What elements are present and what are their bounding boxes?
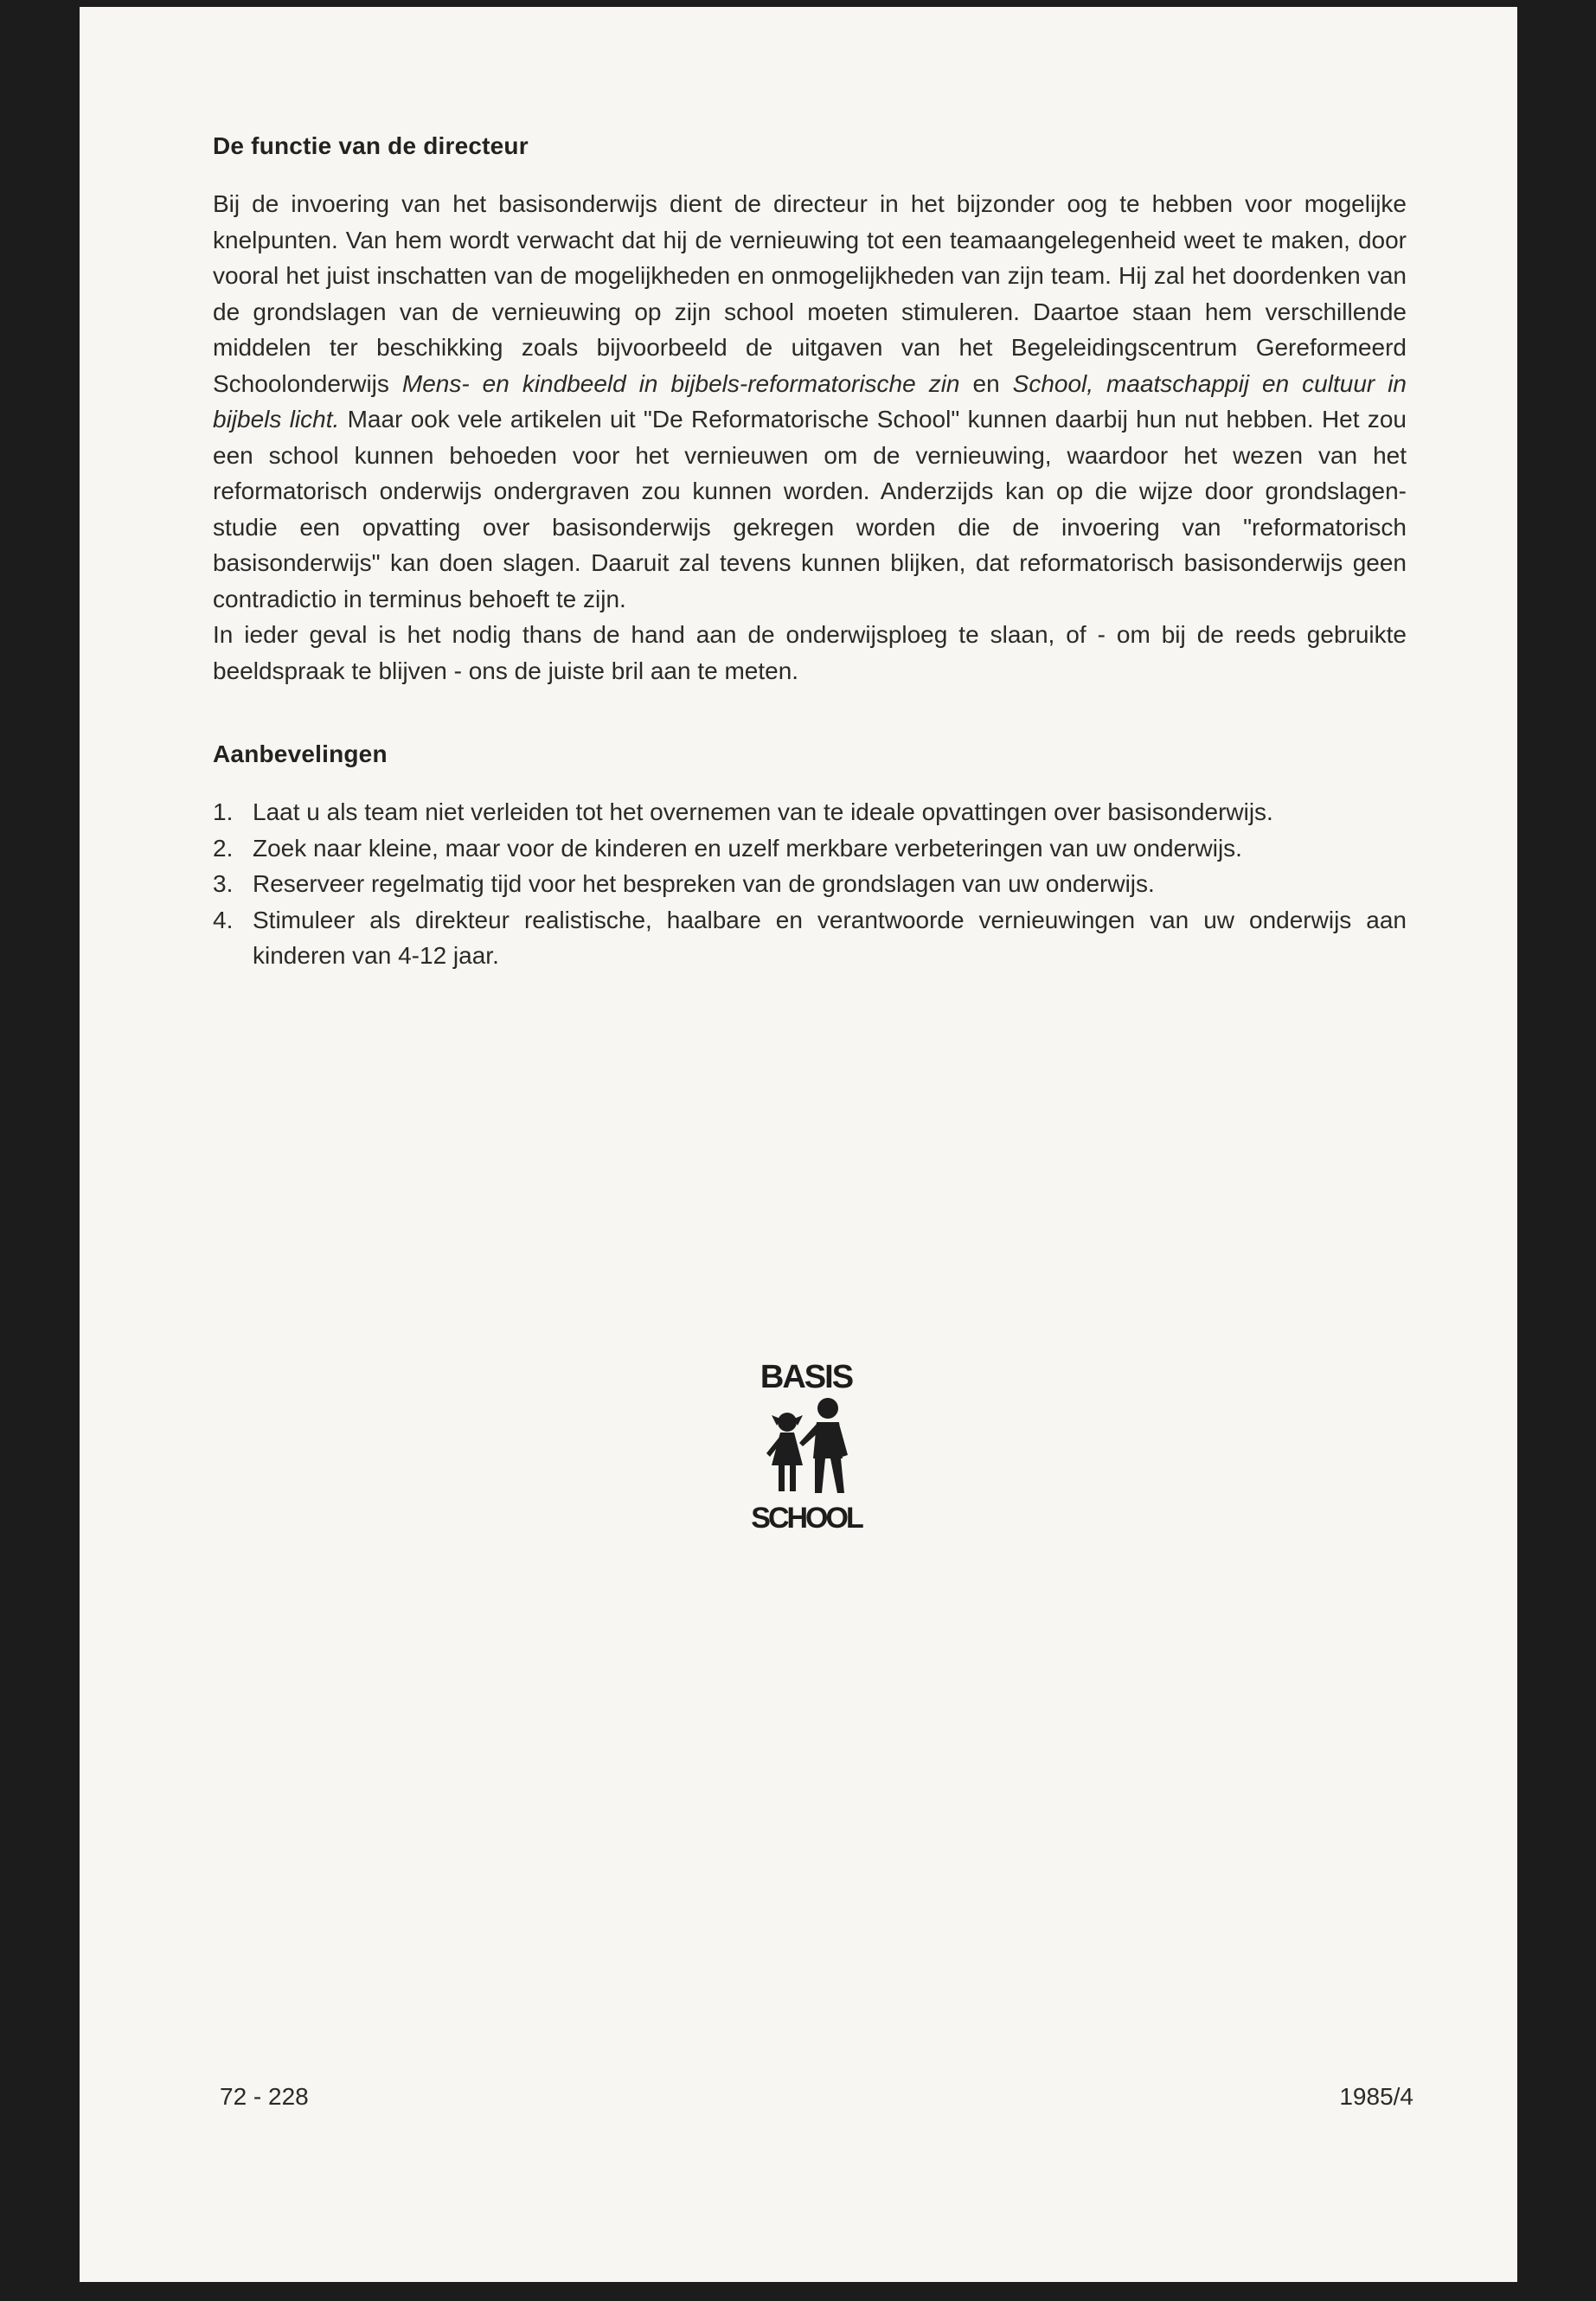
girl-figure-icon xyxy=(766,1413,803,1491)
article-body xyxy=(213,132,1407,974)
paragraph-directeur: Bij de invoering van het basisonderwijs dient de directeur in het bijzonder oog te hebben voor mogelijke knelpunten. Van hem wordt verwacht dat hij de vernieuwing tot een teamaangelegenheid weet te maken, door vooral het juist inschatten van de mogelijkheden en onmogelijkheden van zijn team. Hij zal het doordenken van de grondslagen van de vernieuwing op zijn school moeten stimuleren. Daartoe staan hem verschillende middelen ter beschikking zoals bijvoorbeeld de uitgaven van het Begeleidingscentrum Gereformeerd Schoolonderwijs Mens- en kindbeeld in bijbels-reformatorische zin en School, maatschappij en cultuur in bijbels licht. Maar ook vele artikelen uit "De Reformatorische School" kunnen daarbij hun nut hebben. Het zou een school kunnen behoeden voor het vernieuwen om de vernieuwing, waardoor het wezen van het reformatorisch onderwijs ondergraven zou kunnen worden. Anderzijds kan op die wijze door grondslagen-studie een opvatting over basisonderwijs gekregen worden die de invoering van "reformatorisch basisonderwijs" kan doen slagen. Daaruit zal tevens kunnen blijken, dat reformatorisch basisonderwijs geen contradictio in terminus behoeft te zijn. xyxy=(213,190,1407,612)
logo-top-text: BASIS xyxy=(760,1359,853,1395)
logo-bottom-text: SCHOOL xyxy=(751,1502,862,1535)
section-heading-aanbevelingen: Aanbevelingen xyxy=(213,740,388,767)
section-heading-directeur: De functie van de directeur xyxy=(213,132,529,159)
list-item: 2. Zoek naar kleine, maar voor de kinderen en uzelf merkbare verbeteringen van uw onderwijs. xyxy=(213,834,1242,862)
recommendations-list xyxy=(213,794,1407,974)
boy-figure-icon xyxy=(799,1398,848,1493)
issue-number: 1985/4 xyxy=(1339,2083,1413,2110)
page-number: 72 - 228 xyxy=(220,2083,309,2110)
list-item: 4. Stimuleer als direkteur realistische, haalbare en verantwoorde vernieuwingen van uw onderwijs aan kinderen van 4-12 jaar. xyxy=(213,906,1407,969)
page xyxy=(80,7,1517,2282)
list-item: 1. Laat u als team niet verleiden tot het overnemen van te ideale opvattingen over basisonderwijs. xyxy=(213,798,1273,825)
list-item: 3. Reserveer regelmatig tijd voor het bespreken van de grondslagen van uw onderwijs. xyxy=(213,870,1155,897)
paragraph-onderwijsploeg: In ieder geval is het nodig thans de hand aan de onderwijsploeg te slaan, of - om bij de reeds gebruikte beeldspraak te blijven - ons de juiste bril aan te meten. xyxy=(213,621,1407,684)
basisschool-logo xyxy=(746,1353,867,1548)
